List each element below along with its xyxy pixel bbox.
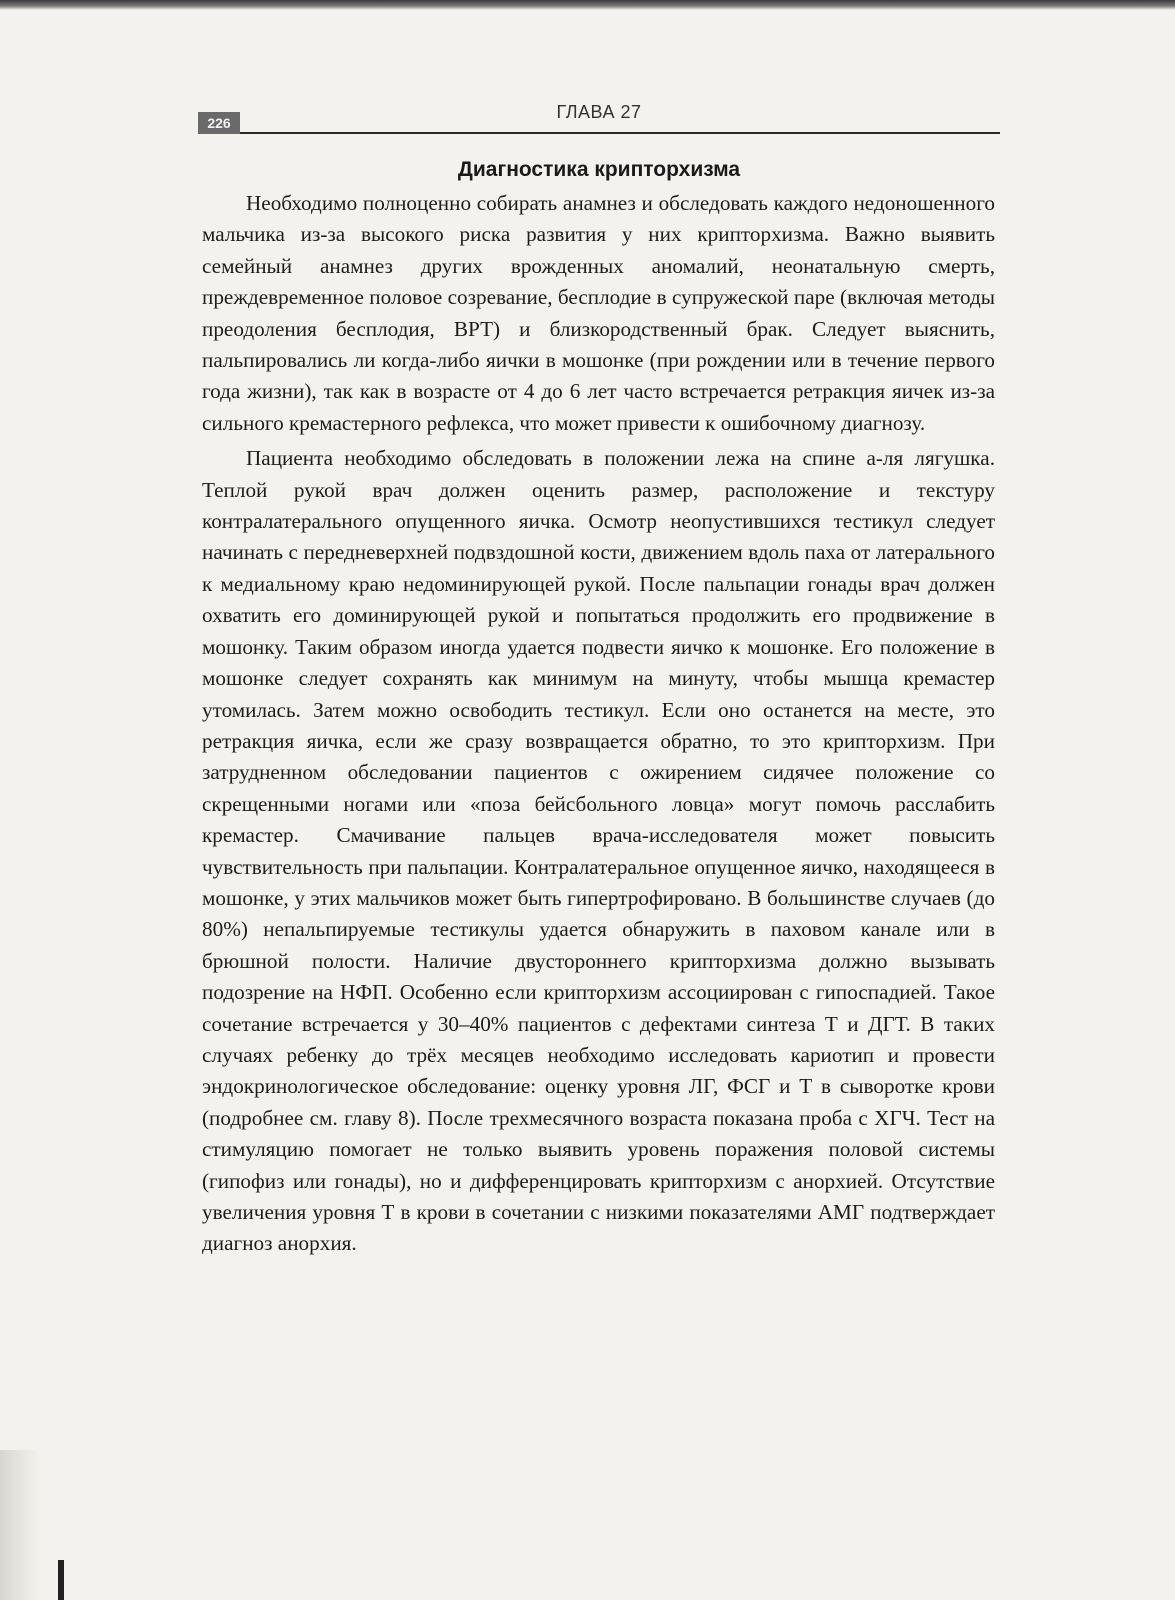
paragraph: Необходимо полноценно собирать анамнез и обследовать каждого недоношенного мальчика из-за высокого риска развития у них крипторхизма. Важно выявить семейный анамнез других врожденных аномалий, неонатальную смерть, преждевременное половое созревание, бесплодие в супружеской паре (включая методы преодоления бесплодия, ВРТ) и близкородственный брак. Следует выяснить, пальпировались ли когда-либо яички в мошонке (при рождении или в течение первого года жизни), так как в возрасте от 4 до 6 лет часто встречается ретракция яичек из-за сильного кремастерного рефлекса, что может привести к ошибочному диагнозу. [202,191,995,435]
section-title: Диагностика крипторхизма [457,158,741,181]
header-rule [240,132,1000,134]
running-head [198,100,1000,140]
body-text [202,188,995,1260]
chapter-label: ГЛАВА 27 [556,102,642,122]
paragraph: Пациента необходимо обследовать в положении лежа на спине а-ля лягушка. Теплой рукой врач должен оценить размер, расположение и текстуру контралатерального опущенного яичка. Осмотр неопустившихся тестикул следует начинать с передневерхней подвздошной кости, движением вдоль паха от латерального к медиальному краю недоминирующей рукой. После пальпации гонады врач должен охватить его доминирующей рукой и попытаться продолжить его продвижение в мошонку. Таким образом иногда удается подвести яичко к мошонке. Его положение в мошонке следует сохранять как минимум на минуту, чтобы мышца кремастер утомилась. Затем можно освободить тестикул. Если оно останется на месте, это ретракция яичка, если же сразу возвращается обратно, то это крипторхизм. При затрудненном обследовании пациентов с ожирением сидячее положение со скрещенными ногами или «поза бейсбольного ловца» могут помочь расслабить кремастер. Смачивание пальцев врача-исследователя может повысить чувствительность при пальпации. Контралатеральное опущенное яичко, находящееся в мошонке, у этих мальчиков может быть гипертрофировано. В большинстве случаев (до 80%) непальпируемые тестикулы удается обнаружить в паховом канале или в брюшной полости. Наличие двустороннего крипторхизма должно вызывать подозрение на НФП. Особенно если крипторхизм ассоциирован с гипоспадией. Такое сочетание встречается у 30–40% пациентов с дефектами синтеза Т и ДГТ. В таких случаях ребенку до трёх месяцев необходимо исследовать кариотип и провести эндокринологическое обследование: оценку уровня ЛГ, ФСГ и Т в сыворотке крови (подробнее см. главу 8). После трехмесячного возраста показана проба с ХГЧ. Тест на стимуляцию помогает не только выявить уровень поражения половой системы (гипофиз или гонады), но и дифференцировать крипторхизм с анорхией. Отсутствие увеличения уровня Т в крови в сочетании с низкими показателями АМГ подтверждает диагноз анорхия. [202,446,995,1256]
page-number: 226 [198,112,240,134]
